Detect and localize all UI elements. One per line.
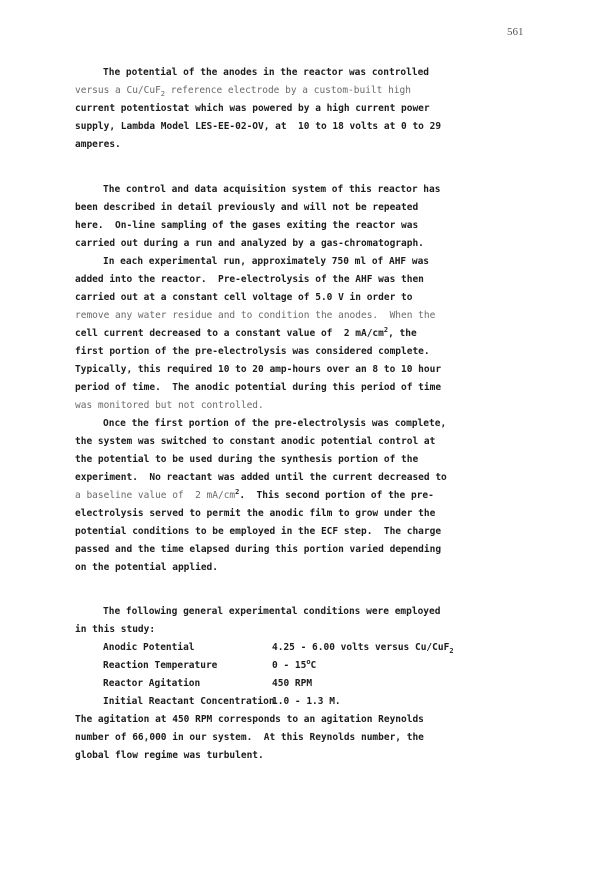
para2-line1: The control and data acquisition system of this reactor has	[103, 184, 441, 195]
condition-label: Reactor Agitation	[103, 678, 201, 689]
condition-label: Reaction Temperature	[103, 660, 218, 671]
para4-line3: the potential to be used during the synthesis portion of the	[75, 454, 419, 465]
para4-line5: a baseline value of 2 $mA/cm^2$. This second portion of the pre-	[75, 487, 434, 501]
para5-line2: in this study:	[75, 624, 156, 635]
condition-label: Anodic Potential	[103, 642, 195, 653]
para4-line1: Once the first portion of the pre-electrolysis was complete,	[103, 418, 447, 429]
para2-line4: carried out during a run and analyzed by a gas-chromatograph.	[75, 238, 424, 249]
para1-line1: The potential of the anodes in the reactor was controlled	[103, 67, 430, 78]
para4-line8: passed and the time elapsed during this portion varied depending	[75, 544, 442, 555]
condition-value: 450 RPM	[272, 678, 313, 689]
page-number: 561	[507, 26, 524, 38]
para3-line7: Typically, this required 10 to 20 amp-hours over an 8 to 10 hour	[75, 364, 442, 375]
para3-line4: remove any water residue and to condition the anodes. When the	[75, 310, 436, 321]
para3-line2: added into the reactor. Pre-electrolysis of the AHF was then	[75, 274, 424, 285]
para3-line6: first portion of the pre-electrolysis was considered complete.	[75, 346, 430, 357]
para1-line5: amperes.	[75, 139, 121, 150]
para2-line3: here. On-line sampling of the gases exiting the reactor was	[75, 220, 419, 231]
condition-value: 0 - 15$^o$C	[272, 657, 317, 671]
para1-line2: versus a Cu/CuF$_2$ reference electrode by a custom-built high	[75, 85, 411, 98]
condition-value: 1.0 - 1.3 M.	[272, 696, 341, 707]
para3-line3: carried out at a constant cell voltage of 5.0 V in order to	[75, 292, 413, 303]
para3-line8: period of time. The anodic potential during this period of time	[75, 382, 442, 393]
para1-line3: current potentiostat which was powered by a high current power	[75, 103, 430, 114]
condition-value: 4.25 - 6.00 volts versus Cu/CuF$_2$	[272, 642, 454, 655]
para3-line5: cell current decreased to a constant value of 2 $mA/cm^2$, the	[75, 325, 417, 339]
para4-line9: on the potential applied.	[75, 562, 218, 573]
para6-line3: global flow regime was turbulent.	[75, 750, 264, 761]
para2-line2: been described in detail previously and will not be repeated	[75, 202, 419, 213]
condition-label: Initial Reactant Concentration	[103, 696, 275, 707]
para4-line7: potential conditions to be employed in the ECF step. The charge	[75, 526, 442, 537]
para3-line1: In each experimental run, approximately 750 ml of AHF was	[103, 256, 430, 267]
para6-line1: The agitation at 450 RPM corresponds to an agitation Reynolds	[75, 714, 424, 725]
para4-line4: experiment. No reactant was added until the current decreased to	[75, 472, 447, 483]
para3-line9: was monitored but not controlled.	[75, 400, 264, 411]
para4-line6: electrolysis served to permit the anodic film to grow under the	[75, 508, 436, 519]
para4-line2: the system was switched to constant anodic potential control at	[75, 436, 436, 447]
para5-line1: The following general experimental conditions were employed	[103, 606, 441, 617]
para1-line4: supply, Lambda Model LES-EE-02-OV, at 10 to 18 volts at 0 to 29	[75, 121, 442, 132]
para6-line2: number of 66,000 in our system. At this Reynolds number, the	[75, 732, 424, 743]
